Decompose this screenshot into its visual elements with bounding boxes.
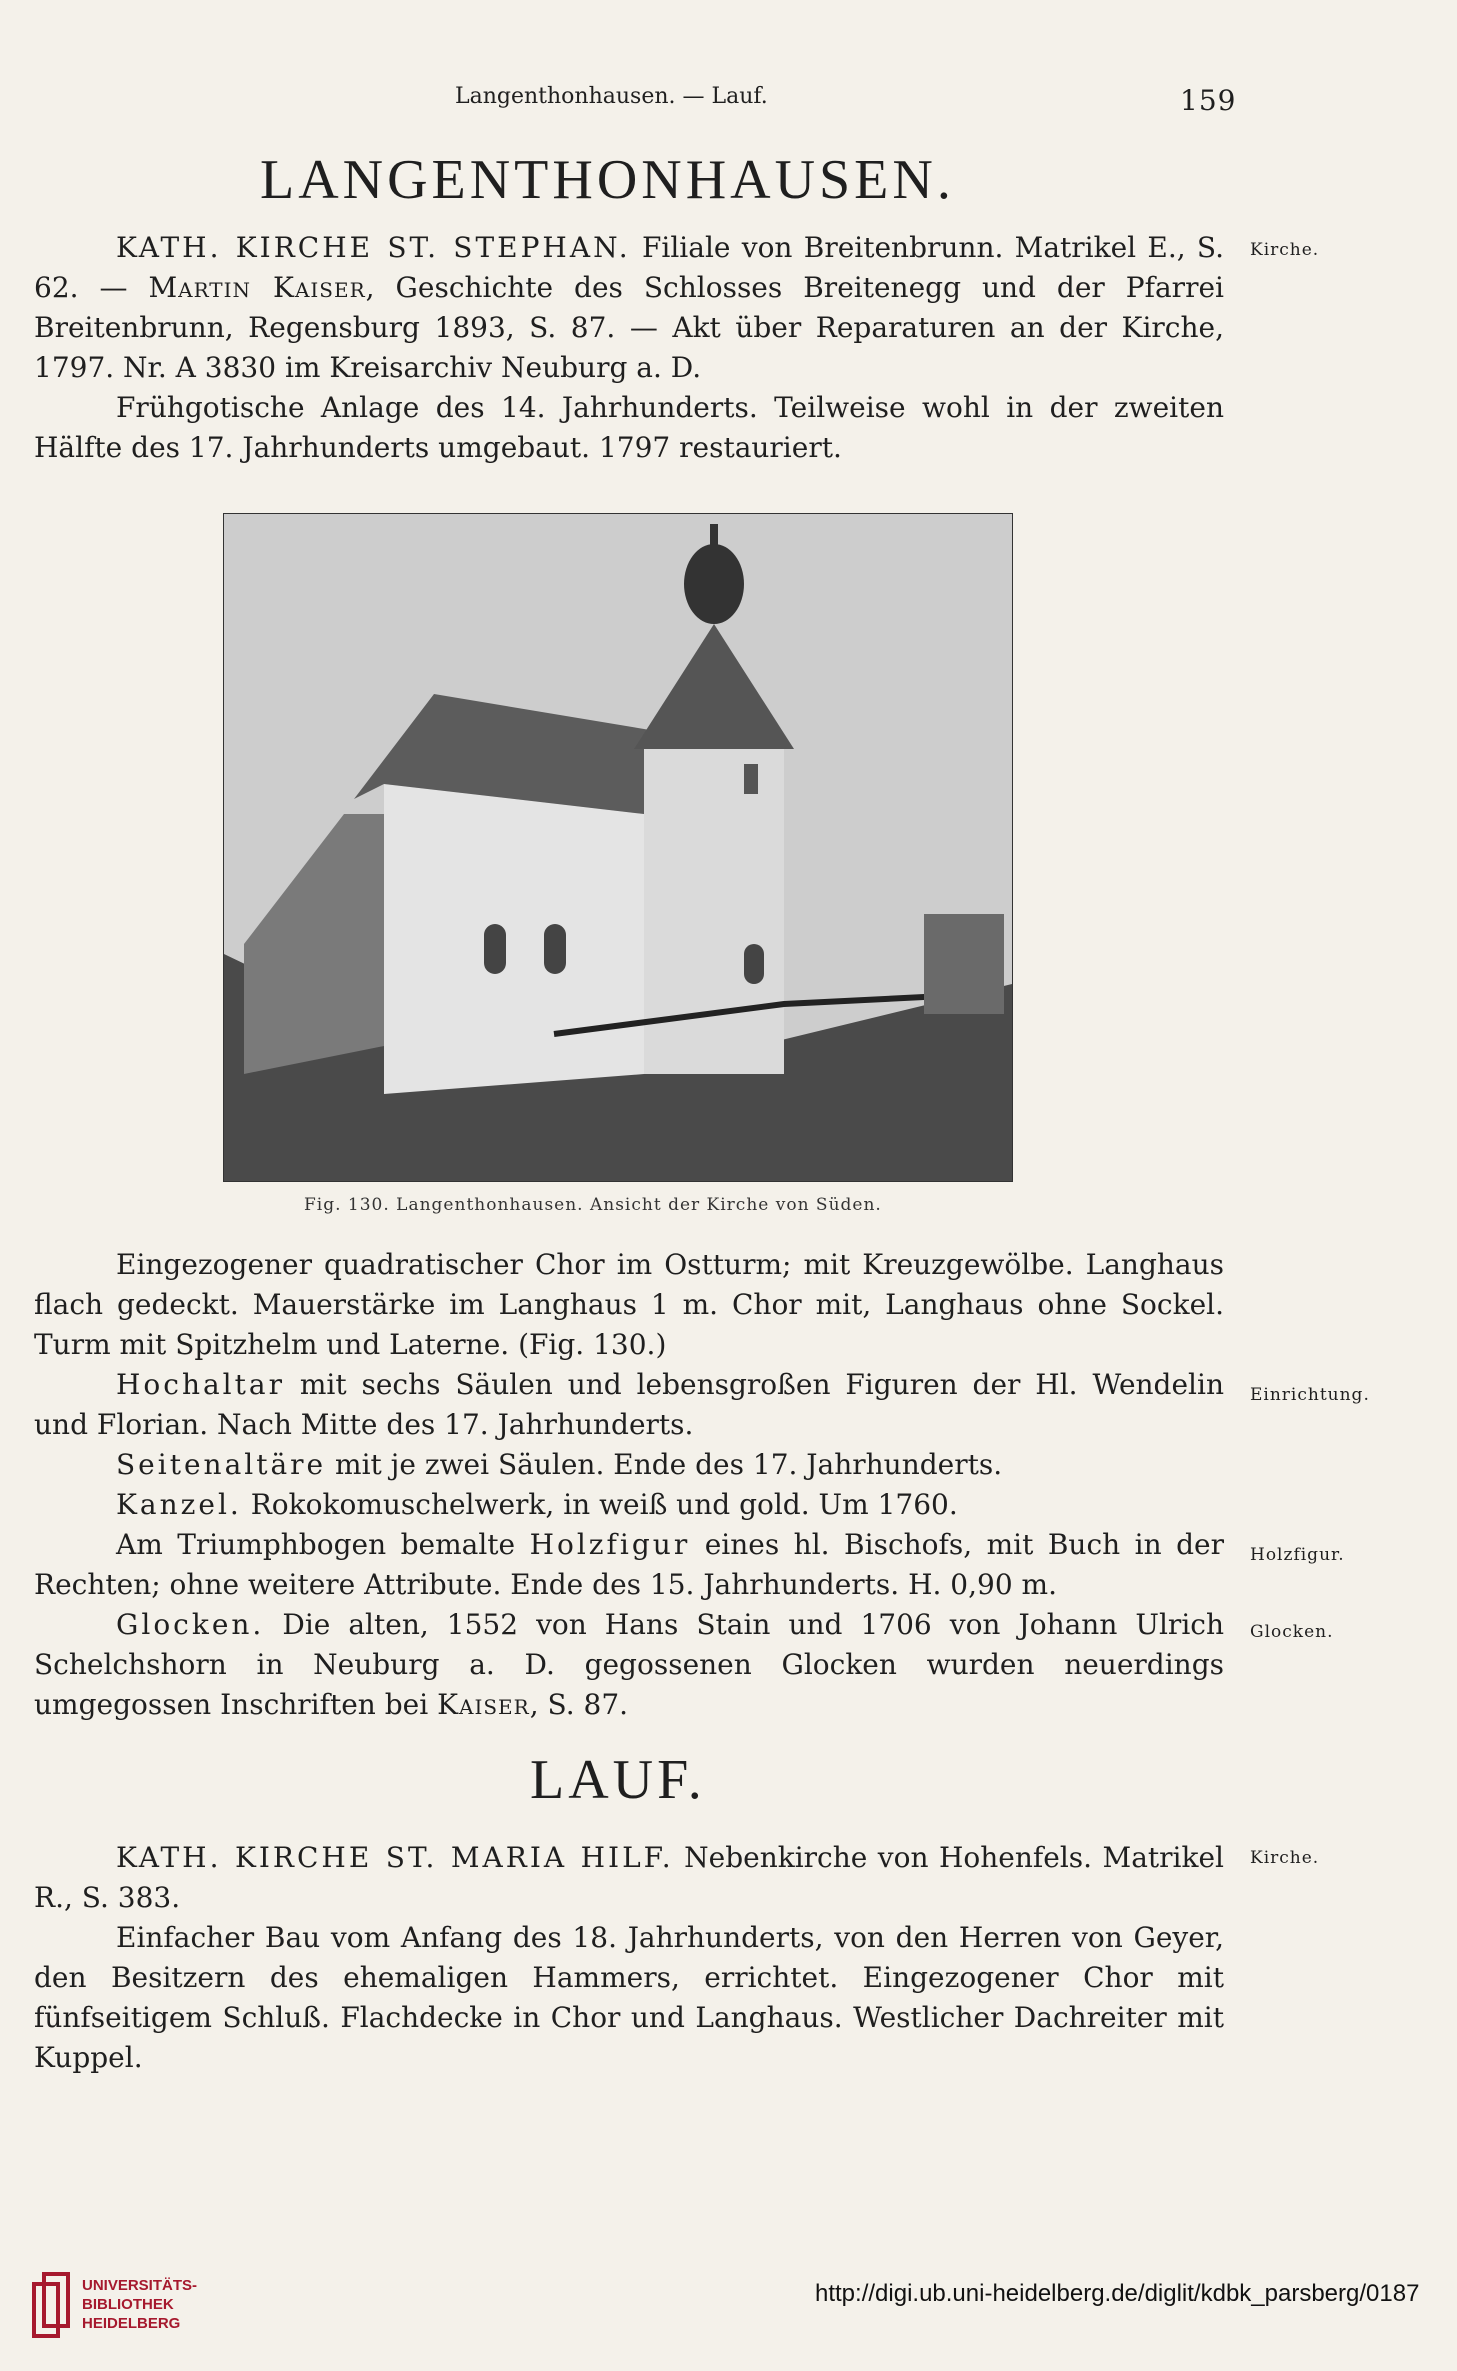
church-heading: KATH. KIRCHE ST. MARIA HILF. xyxy=(116,1841,674,1874)
section1-body xyxy=(34,1245,1224,1725)
margin-note-kirche: Kirche. xyxy=(1250,240,1320,260)
section1-intro xyxy=(34,228,1224,468)
paragraph: KATH. KIRCHE ST. MARIA HILF. Nebenkirche von Hohenfels. Matrikel R., S. 383. xyxy=(34,1841,1224,1914)
author-name: Martin Kaiser xyxy=(148,271,366,304)
seitenaltaere-label: Seitenaltäre xyxy=(116,1448,327,1481)
section2-body xyxy=(34,1838,1224,2078)
paragraph: KATH. KIRCHE ST. STEPHAN. Filiale von Breitenbrunn. Matrikel E., S. 62. — Martin Kaiser, Geschichte des Schlosses Breitenegg und der Pfarrei Breitenbrunn, Regensburg 1893, S. 87. — Akt über Reparaturen an der Kirche, 1797. Nr. A 3830 im Kreisarchiv Neuburg a. D. xyxy=(34,231,1225,384)
library-name: UNIVERSITÄTS- BIBLIOTHEK HEIDELBERG xyxy=(82,2277,198,2332)
page-number: 159 xyxy=(1180,84,1237,117)
paragraph: Am Triumphbogen bemalte Holzfigur eines hl. Bischofs, mit Buch in der Rechten; ohne weitere Attribute. Ende des 15. Jahrhunderts. H. 0,90 m. xyxy=(34,1528,1224,1601)
hochaltar-label: Hochaltar xyxy=(116,1368,285,1401)
margin-note-holzfigur: Holzfigur. xyxy=(1250,1545,1345,1565)
paragraph: Hochaltar mit sechs Säulen und lebensgroßen Figuren der Hl. Wendelin und Florian. Nach Mitte des 17. Jahrhunderts. xyxy=(34,1368,1224,1441)
paragraph: Glocken. Die alten, 1552 von Hans Stain und 1706 von Johann Ulrich Schelchshorn in Neuburg a. D. gegossenen Glocken wurden neuerdings umgegossen Inschriften bei Kaiser, S. 87. xyxy=(34,1608,1224,1721)
church-photograph xyxy=(223,513,1013,1182)
margin-note-kirche: Kirche. xyxy=(1250,1848,1320,1868)
paragraph: Einfacher Bau vom Anfang des 18. Jahrhunderts, von den Herren von Geyer, den Besitzern des ehemaligen Hammers, errichtet. Eingezogener Chor mit fünfseitigem Schluß. Flachdecke in Chor und Langhaus. Westlicher Dachreiter mit Kuppel. xyxy=(34,1921,1224,2074)
margin-note-glocken: Glocken. xyxy=(1250,1622,1334,1642)
holzfigur-label: Holzfigur xyxy=(529,1528,691,1561)
kanzel-label: Kanzel. xyxy=(116,1488,242,1521)
author-name: Kaiser xyxy=(437,1688,530,1721)
paragraph: Frühgotische Anlage des 14. Jahrhunderts. Teilweise wohl in der zweiten Hälfte des 17. Jahrhunderts umgebaut. 1797 restauriert. xyxy=(34,391,1224,464)
section-title-lauf: LAUF. xyxy=(530,1749,706,1811)
section-title-langenthonhausen: LANGENTHONHAUSEN. xyxy=(260,149,955,211)
margin-note-einrichtung: Einrichtung. xyxy=(1250,1385,1370,1405)
paragraph: Kanzel. Rokokomuschelwerk, in weiß und gold. Um 1760. xyxy=(116,1488,958,1521)
library-logo[interactable] xyxy=(30,2270,450,2350)
church-illustration xyxy=(224,514,1012,1181)
church-heading: KATH. KIRCHE ST. STEPHAN. xyxy=(116,231,631,264)
figure-caption: Fig. 130. Langenthonhausen. Ansicht der Kirche von Süden. xyxy=(304,1195,882,1215)
library-logo-icon xyxy=(30,2270,74,2340)
paragraph: Eingezogener quadratischer Chor im Ostturm; mit Kreuzgewölbe. Langhaus flach gedeckt. Mauerstärke im Langhaus 1 m. Chor mit, Langhaus ohne Sockel. Turm mit Spitzhelm und Laterne. (Fig. 130.) xyxy=(34,1248,1224,1361)
glocken-label: Glocken. xyxy=(116,1608,265,1641)
source-url-link[interactable]: http://digi.ub.uni-heidelberg.de/diglit/kdbk_parsberg/0187 xyxy=(815,2280,1420,2307)
paragraph: Seitenaltäre mit je zwei Säulen. Ende des 17. Jahrhunderts. xyxy=(116,1448,1003,1481)
running-title: Langenthonhausen. — Lauf. xyxy=(455,84,768,109)
